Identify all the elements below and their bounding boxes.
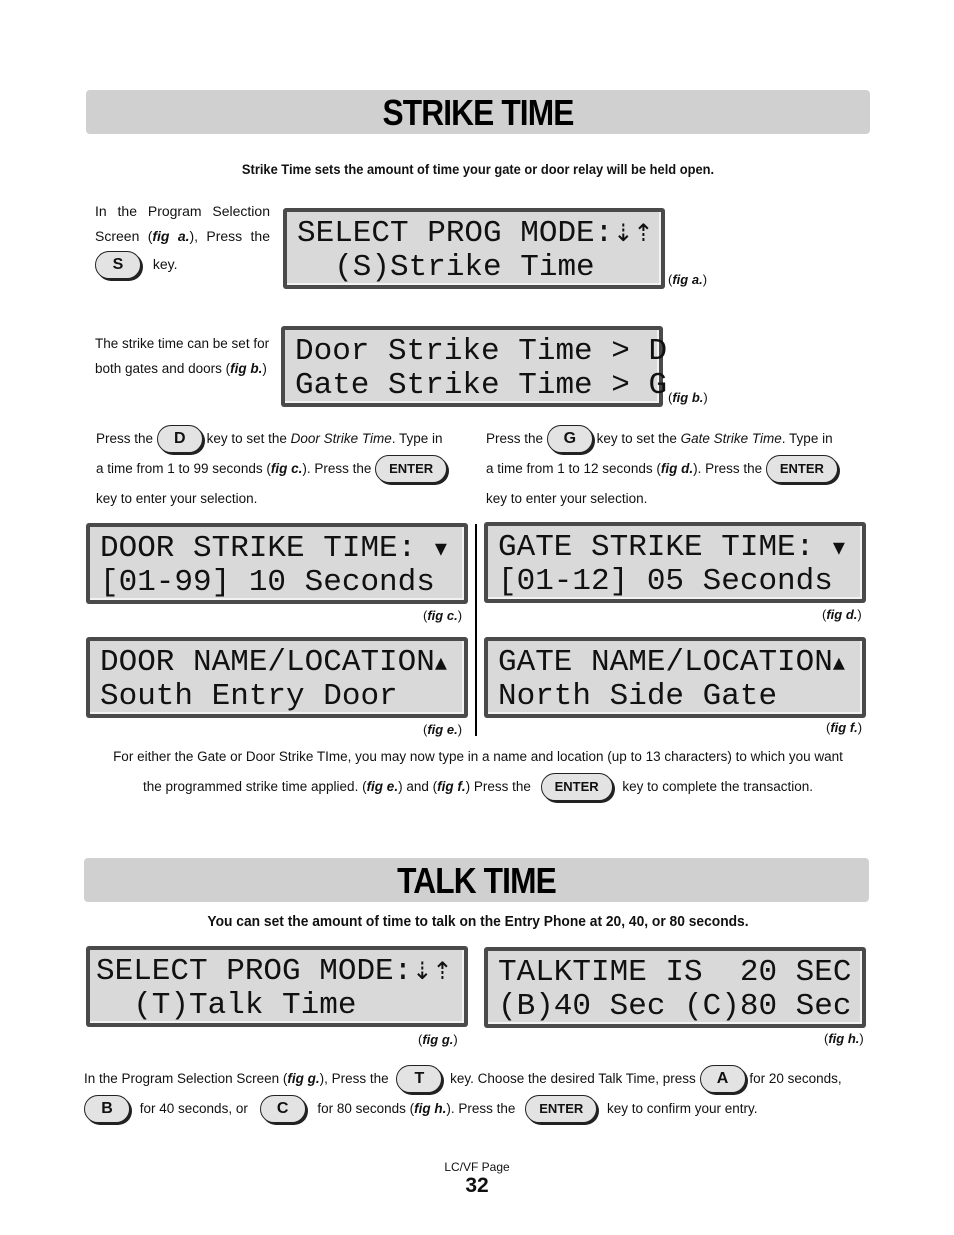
g-key[interactable]: G [547, 425, 593, 453]
a-key[interactable]: A [700, 1065, 746, 1093]
up-arrow-icon: ▴ [434, 648, 447, 676]
lcd-fig-c [86, 523, 468, 604]
lcd-g-line1: SELECT PROG MODE:⇣⇡ [96, 954, 453, 989]
lcd-a-line1: SELECT PROG MODE:⇣⇡ [297, 216, 654, 251]
name-line2b: ) and ( [398, 779, 438, 794]
lcd-fig-f [484, 637, 866, 718]
lcd-b-line1: Door Strike Time > D [295, 334, 668, 369]
lcd-b-line2: Gate Strike Time > G [295, 368, 668, 403]
s-key[interactable]: S [95, 251, 141, 279]
fig-f-caption: (fig f.) [826, 720, 863, 735]
fig-g-caption: (fig g.) [418, 1032, 458, 1047]
name-fig-ref-e: fig e. [366, 779, 399, 794]
name-location-text [86, 742, 870, 802]
fig-e-caption: (fig e.) [423, 722, 463, 737]
talk-line1c: key. Choose the desired Talk Time, press [450, 1071, 696, 1086]
gate-fig-ref: fig d. [660, 461, 694, 476]
down-arrow-icon: ▾ [832, 533, 845, 561]
column-divider [475, 524, 477, 736]
name-line1: For either the Gate or Door Strike TIme, you may now type in a name and location (up to 13 characters) to which you want [113, 749, 843, 764]
gate-strike-term: Gate Strike Time [680, 431, 782, 446]
step1-line2a: Screen ( [95, 228, 153, 244]
talk-fig-ref-g: fig g. [287, 1071, 320, 1086]
lcd-c-line2: [01-99] 10 Seconds [100, 565, 435, 600]
c-key[interactable]: C [260, 1095, 306, 1123]
lcd-fig-g [86, 946, 468, 1027]
door-line1b: . Type in [391, 431, 443, 446]
gate-press-label: Press the [486, 431, 544, 446]
lcd-d-line1: GATE STRIKE TIME: ▾ [498, 530, 845, 565]
up-down-arrow-icon: ⇣⇡ [412, 957, 453, 985]
t-key[interactable]: T [396, 1065, 442, 1093]
name-fig-ref-f: fig f. [437, 779, 466, 794]
door-press-label: Press the [96, 431, 154, 446]
talk-line2c: ). Press the [446, 1101, 516, 1116]
name-line2d: key to complete the transaction. [622, 779, 814, 794]
lcd-fig-a [283, 208, 665, 289]
step2-line2a: both gates and doors ( [95, 361, 231, 376]
door-fig-ref: fig c. [270, 461, 303, 476]
step1-line2b: ), Press the [189, 228, 270, 244]
enter-key-talk[interactable]: ENTER [525, 1095, 597, 1123]
door-line2a: a time from 1 to 99 seconds ( [96, 461, 271, 476]
talk-instructions [84, 1064, 870, 1124]
door-instructions [96, 424, 466, 514]
step1-text [95, 199, 270, 279]
fig-d-caption: (fig d.) [822, 607, 862, 622]
talk-line1a: In the Program Selection Screen ( [84, 1071, 288, 1086]
door-strike-term: Door Strike Time [290, 431, 392, 446]
enter-key-name[interactable]: ENTER [541, 773, 613, 801]
talk-line2b: for 80 seconds ( [317, 1101, 415, 1116]
talk-line1b: ), Press the [319, 1071, 389, 1086]
lcd-g-line2: (T)Talk Time [96, 988, 357, 1023]
door-line3: key to enter your selection. [96, 491, 258, 506]
gate-line3: key to enter your selection. [486, 491, 648, 506]
talk-time-intro: You can set the amount of time to talk on the Entry Phone at 20, 40, or 80 seconds. [207, 913, 749, 930]
strike-time-banner [86, 90, 870, 134]
step2-text [95, 331, 275, 381]
lcd-fig-e [86, 637, 468, 718]
step1-line1: In the Program Selection [95, 203, 270, 219]
page-number: 32 [465, 1174, 489, 1197]
talk-time-banner [84, 858, 869, 902]
lcd-c-line1: DOOR STRIKE TIME: ▾ [100, 531, 447, 566]
lcd-d-line2: [01-12] 05 Seconds [498, 564, 833, 599]
step1-fig-ref: fig a. [152, 228, 190, 244]
name-line2c: ) Press the [465, 779, 531, 794]
fig-b-caption: (fig b.) [668, 390, 708, 405]
lcd-e-line2: South Entry Door [100, 679, 398, 714]
gate-instructions [486, 424, 866, 514]
step2-line1: The strike time can be set for [95, 336, 270, 351]
gate-line2b: ). Press the [693, 461, 763, 476]
lcd-f-line1: GATE NAME/LOCATION▴ [498, 645, 845, 680]
d-key[interactable]: D [157, 425, 203, 453]
lcd-e-line1: DOOR NAME/LOCATION▴ [100, 645, 447, 680]
talk-line2a: for 40 seconds, or [139, 1101, 248, 1116]
up-arrow-icon: ▴ [832, 648, 845, 676]
gate-line2a: a time from 1 to 12 seconds ( [486, 461, 661, 476]
b-key[interactable]: B [84, 1095, 130, 1123]
gate-line1a: key to set the [596, 431, 677, 446]
step2-fig-ref: fig b. [230, 361, 263, 376]
enter-key-door[interactable]: ENTER [375, 455, 447, 483]
up-down-arrow-icon: ⇣⇡ [613, 219, 654, 247]
door-line1a: key to set the [206, 431, 287, 446]
talk-line2d: key to confirm your entry. [606, 1101, 758, 1116]
name-line2a: the programmed strike time applied. ( [142, 779, 367, 794]
lcd-a-line2: (S)Strike Time [297, 250, 595, 285]
lcd-h-line2: (B)40 Sec (C)80 Sec [498, 989, 852, 1024]
enter-key-gate[interactable]: ENTER [766, 455, 838, 483]
talk-fig-ref-h: fig h. [414, 1101, 447, 1116]
footer-label: LC/VF Page [444, 1160, 510, 1174]
fig-a-caption: (fig a.) [668, 272, 708, 287]
step1-line3: key. [152, 255, 178, 272]
step2-line2b: ) [262, 361, 267, 376]
down-arrow-icon: ▾ [434, 534, 447, 562]
fig-h-caption: (fig h.) [824, 1031, 864, 1046]
strike-time-title: STRIKE TIME [382, 92, 574, 133]
lcd-f-line2: North Side Gate [498, 679, 778, 714]
lcd-fig-b [281, 326, 668, 407]
talk-time-title: TALK TIME [397, 860, 556, 901]
lcd-h-line1: TALKTIME IS 20 SEC [498, 955, 852, 990]
gate-line1b: . Type in [781, 431, 833, 446]
fig-c-caption: (fig c.) [423, 608, 463, 623]
lcd-fig-d [484, 522, 866, 603]
talk-line1d: for 20 seconds, [749, 1071, 842, 1086]
strike-time-intro: Strike Time sets the amount of time your gate or door relay will be held open. [241, 161, 715, 177]
door-line2b: ). Press the [302, 461, 372, 476]
lcd-fig-h [484, 947, 866, 1028]
